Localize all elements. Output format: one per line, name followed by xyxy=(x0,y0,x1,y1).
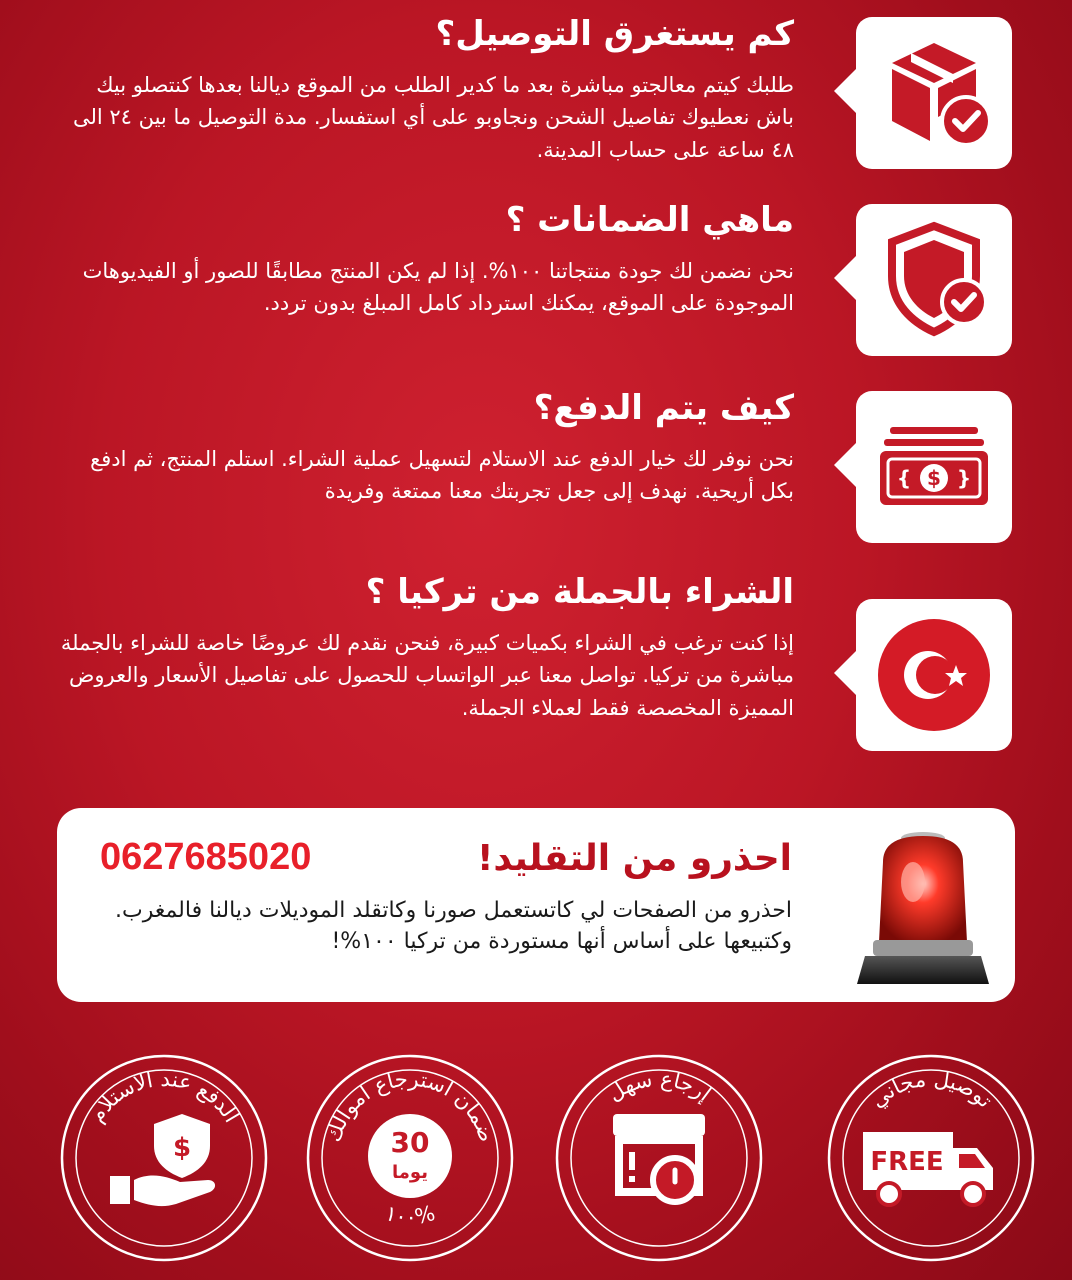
faq-guarantee-iconbox xyxy=(856,204,1012,356)
box-check-icon xyxy=(856,17,1012,169)
faq-delivery-iconbox xyxy=(856,17,1012,169)
faq-wholesale-title: الشراء بالجملة من تركيا ؟ xyxy=(365,572,794,612)
warning-title: احذرو من التقليد! xyxy=(477,838,792,879)
badge-cash-on-delivery xyxy=(58,1052,270,1264)
faq-payment-iconbox xyxy=(856,391,1012,543)
badge-free-label: FREE xyxy=(870,1147,944,1177)
faq-guarantee-title: ماهي الضمانات ؟ xyxy=(505,200,794,240)
faq-delivery-body: طلبك كيتم معالجتو مباشرة بعد ما كدير الطلب من الموقع ديالنا بعدها كنتصلو بيك باش نعطيوك تفاصيل الشحن ونجاوبو على أي استفسار. مدة التوصيل ما بين ٢٤ الى ٤٨ ساعة على حساب المدينة. xyxy=(72,72,794,162)
badge-free-delivery-arc: توصيل مجاني xyxy=(865,1066,998,1113)
badge-free-delivery xyxy=(825,1052,1037,1264)
faq-wholesale-body: إذا كنت ترغب في الشراء بكميات كبيرة، فنحن نقدم لك عروضًا خاصة للشراء بالجملة مباشرة من تركيا. تواصل معنا عبر الواتساب للحصول على تفاصيل الأسعار والعروض المميزة المخصصة فقط لعملاء الجملة. xyxy=(60,630,794,720)
return-box-icon xyxy=(553,1052,765,1264)
badge-days-unit: يوما xyxy=(392,1162,428,1183)
delivery-truck-icon xyxy=(825,1052,1037,1264)
whatsapp-phone-number[interactable]: 0627685020 xyxy=(100,836,312,878)
badge-days-number: 30 xyxy=(390,1126,430,1159)
warning-body: احذرو من الصفحات لي كاتستعمل صورنا وكاتقلد الموديلات ديالنا فالمغرب. وكتبيعها على أساس أنها مستوردة من تركيا ١٠٠%! xyxy=(114,898,792,954)
svg-text:$: $ xyxy=(927,466,941,490)
cash-on-delivery-icon xyxy=(58,1052,270,1264)
shield-check-icon xyxy=(856,204,1012,356)
faq-wholesale-iconbox xyxy=(856,599,1012,751)
faq-delivery xyxy=(60,14,794,166)
faq-guarantee-body: نحن نضمن لك جودة منتجاتنا ١٠٠%. إذا لم يكن المنتج مطابقًا للصور أو الفيديوهات الموجودة على الموقع، يمكنك استرداد كامل المبلغ بدون تردد. xyxy=(82,258,794,316)
badge-money-back-percent: ١٠٠% xyxy=(382,1200,438,1230)
badge-money-back-arc: ضمان استرجاع اموالك xyxy=(320,1066,500,1145)
faq-payment-title: كيف يتم الدفع؟ xyxy=(533,388,794,428)
faq-payment xyxy=(60,388,794,508)
badge-cod-arc: الدفع عند الاستلام xyxy=(84,1066,244,1127)
svg-text:}: } xyxy=(956,466,972,490)
svg-text:الدفع عند الاستلام xyxy=(84,1067,243,1127)
faq-delivery-title: كم يستغرق التوصيل؟ xyxy=(435,14,794,54)
svg-text:{: { xyxy=(896,466,912,490)
turkey-flag-icon xyxy=(856,599,1012,751)
faq-payment-body: نحن نوفر لك خيار الدفع عند الاستلام لتسهيل عملية الشراء. استلم المنتج، ثم ادفع بكل أريحية. نهدف إلى جعل تجربتك معنا ممتعة وفريدة xyxy=(90,446,794,504)
svg-text:١٠٠% xyxy=(382,1201,437,1229)
badge-easy-return-arc: إرجاع سهل xyxy=(603,1066,716,1106)
imitation-warning-card xyxy=(57,808,1015,1002)
badge-money-back xyxy=(304,1052,516,1264)
faq-guarantee xyxy=(60,200,794,320)
svg-text:توصيل مجاني xyxy=(866,1067,998,1113)
faq-wholesale xyxy=(60,572,794,724)
badge-easy-return xyxy=(553,1052,765,1264)
svg-text:إرجاع سهل xyxy=(603,1067,715,1107)
badge-dollar-sign: $ xyxy=(172,1133,192,1163)
alarm-siren-icon xyxy=(843,822,1003,992)
money-icon xyxy=(856,391,1012,543)
money-back-icon xyxy=(304,1052,516,1264)
